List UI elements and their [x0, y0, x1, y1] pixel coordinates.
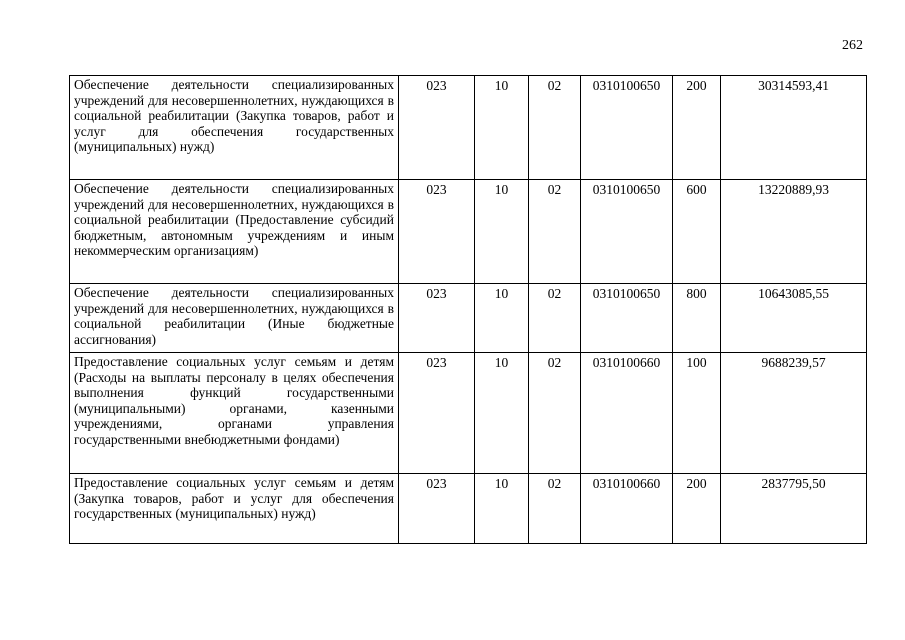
- target-article-code: 0310100650: [581, 76, 673, 180]
- section-code: 10: [475, 284, 529, 353]
- subsection-code: 02: [529, 76, 581, 180]
- ministry-code: 023: [399, 76, 475, 180]
- subsection-code: 02: [529, 284, 581, 353]
- section-code: 10: [475, 353, 529, 474]
- table-row: [70, 180, 867, 284]
- subsection-code: 02: [529, 474, 581, 544]
- subsection-code: 02: [529, 353, 581, 474]
- table-row: [70, 76, 867, 180]
- row-description: Предоставление социальных услуг семьям и детям (Расходы на выплаты персоналу в целях обеспечения выполнения функций государственными (муниципальными) органами, казенными учреждениями, органами управления государственными внебюджетными фондами): [70, 353, 399, 474]
- target-article-code: 0310100660: [581, 353, 673, 474]
- table-row: [70, 474, 867, 544]
- section-code: 10: [475, 180, 529, 284]
- row-description: Предоставление социальных услуг семьям и детям (Закупка товаров, работ и услуг для обеспечения государственных (муниципальных) нужд): [70, 474, 399, 544]
- expense-type-code: 200: [673, 76, 721, 180]
- amount-value: 30314593,41: [721, 76, 867, 180]
- row-description: Обеспечение деятельности специализированных учреждений для несовершеннолетних, нуждающихся в социальной реабилитации (Закупка товаров, работ и услуг для обеспечения государственных (муниципальных) нужд): [70, 76, 399, 180]
- ministry-code: 023: [399, 474, 475, 544]
- ministry-code: 023: [399, 353, 475, 474]
- amount-value: 13220889,93: [721, 180, 867, 284]
- row-description: Обеспечение деятельности специализированных учреждений для несовершеннолетних, нуждающихся в социальной реабилитации (Предоставление субсидий бюджетным, автономным учреждениям и иным некоммерческим организациям): [70, 180, 399, 284]
- ministry-code: 023: [399, 180, 475, 284]
- ministry-code: 023: [399, 284, 475, 353]
- target-article-code: 0310100650: [581, 180, 673, 284]
- amount-value: 9688239,57: [721, 353, 867, 474]
- table-row: [70, 353, 867, 474]
- amount-value: 2837795,50: [721, 474, 867, 544]
- table-row: [70, 284, 867, 353]
- expense-type-code: 600: [673, 180, 721, 284]
- expense-type-code: 100: [673, 353, 721, 474]
- target-article-code: 0310100660: [581, 474, 673, 544]
- amount-value: 10643085,55: [721, 284, 867, 353]
- section-code: 10: [475, 474, 529, 544]
- subsection-code: 02: [529, 180, 581, 284]
- page-number: 262: [842, 38, 863, 53]
- row-description: Обеспечение деятельности специализированных учреждений для несовершеннолетних, нуждающихся в социальной реабилитации (Иные бюджетные ассигнования): [70, 284, 399, 353]
- budget-table: [69, 75, 867, 544]
- target-article-code: 0310100650: [581, 284, 673, 353]
- expense-type-code: 200: [673, 474, 721, 544]
- expense-type-code: 800: [673, 284, 721, 353]
- section-code: 10: [475, 76, 529, 180]
